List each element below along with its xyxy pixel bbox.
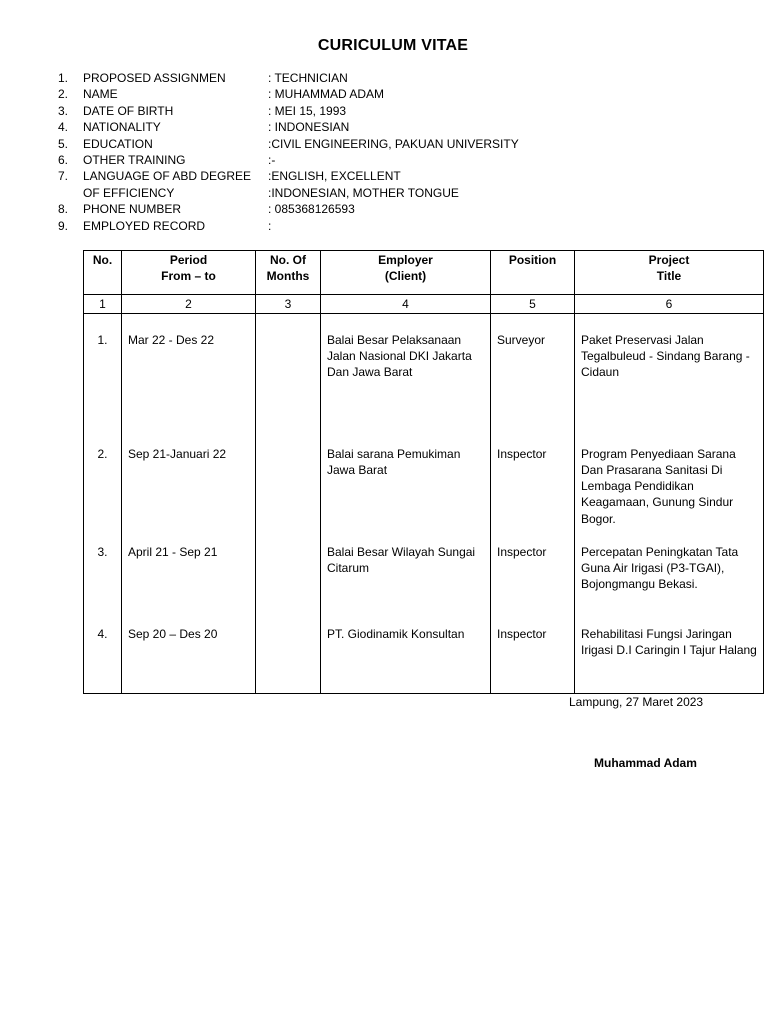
row-project: Program Penyediaan Sarana Dan Prasarana Sanitasi Di Lembaga Pendidikan Keagamaan, Gunung Sindur Bogor.	[575, 446, 764, 544]
signatory-name: Muhammad Adam	[594, 756, 697, 770]
row-no: 3.	[84, 544, 122, 626]
index-cell: 3	[256, 295, 321, 314]
header-line: (Client)	[384, 269, 427, 283]
info-label: DATE OF BIRTH	[83, 103, 174, 118]
header-position	[491, 251, 575, 295]
info-row-name	[58, 86, 738, 102]
row-project: Percepatan Peningkatan Tata Guna Air Irigasi (P3-TGAI), Bojongmangu Bekasi.	[575, 544, 764, 626]
row-employer: PT. Giodinamik Konsultan	[321, 626, 491, 694]
header-line: No.	[92, 253, 113, 267]
header-period	[122, 251, 256, 295]
header-line: Position	[508, 253, 557, 267]
info-number: 2.	[58, 87, 69, 102]
info-label: EMPLOYED RECORD	[83, 218, 206, 233]
header-line: Title	[656, 269, 682, 283]
header-line: From – to	[161, 269, 216, 283]
header-line: No. Of	[270, 253, 306, 267]
row-no: 2.	[84, 446, 122, 544]
row-employer: Balai Besar Pelaksanaan Jalan Nasional DKI Jakarta Dan Jawa Barat	[321, 332, 491, 446]
info-row-other-training	[58, 152, 738, 168]
info-number: 4.	[58, 120, 69, 135]
info-row-employed-record	[58, 218, 738, 234]
row-no: 4.	[84, 626, 122, 694]
info-value: :INDONESIAN, MOTHER TONGUE	[268, 185, 459, 200]
info-row-education	[58, 136, 738, 152]
place-date: Lampung, 27 Maret 2023	[569, 695, 704, 709]
row-position: Surveyor	[491, 332, 575, 446]
info-value: : 085368126593	[268, 202, 355, 217]
header-line: Employer	[378, 253, 433, 267]
row-months	[256, 626, 321, 694]
index-cell: 6	[575, 295, 764, 314]
row-period: April 21 - Sep 21	[122, 544, 256, 626]
info-number: 1.	[58, 71, 69, 85]
info-row-language-efficiency	[58, 185, 738, 201]
info-number: 8.	[58, 202, 69, 217]
table-header-row	[84, 251, 764, 295]
table-row	[84, 626, 764, 694]
info-value: :-	[268, 152, 276, 167]
row-position: Inspector	[491, 544, 575, 626]
header-no	[84, 251, 122, 295]
info-value: : MEI 15, 1993	[268, 103, 347, 118]
info-row-phone	[58, 201, 738, 217]
row-months	[256, 446, 321, 544]
info-number: 5.	[58, 136, 69, 151]
personal-info-list	[58, 70, 738, 234]
info-value: : TECHNICIAN	[268, 71, 348, 85]
row-employer: Balai Besar Wilayah Sungai Citarum	[321, 544, 491, 626]
table-row	[84, 544, 764, 626]
info-row-nationality	[58, 119, 738, 135]
row-period: Sep 20 – Des 20	[122, 626, 256, 694]
header-months	[256, 251, 321, 295]
index-cell: 5	[491, 295, 575, 314]
info-row-language	[58, 168, 738, 184]
row-no: 1.	[84, 332, 122, 446]
info-number: 7.	[58, 169, 69, 184]
index-cell: 4	[321, 295, 491, 314]
info-value: :ENGLISH, EXCELLENT	[268, 169, 401, 184]
info-value: : MUHAMMAD ADAM	[268, 87, 385, 102]
table-row	[84, 332, 764, 446]
info-number: 6.	[58, 152, 69, 167]
info-row-assignment	[58, 70, 738, 86]
info-label: NAME	[83, 87, 118, 102]
info-label: OTHER TRAINING	[83, 152, 186, 167]
row-months	[256, 332, 321, 446]
index-cell: 2	[122, 295, 256, 314]
info-number: 9.	[58, 218, 69, 233]
info-value: :	[268, 218, 272, 233]
row-position: Inspector	[491, 446, 575, 544]
row-period: Mar 22 - Des 22	[122, 332, 256, 446]
info-label: EDUCATION	[83, 136, 153, 151]
info-value: :CIVIL ENGINEERING, PAKUAN UNIVERSITY	[268, 136, 519, 151]
info-row-date-of-birth	[58, 103, 738, 119]
document-title: CURICULUM VITAE	[317, 37, 469, 54]
row-period: Sep 21-Januari 22	[122, 446, 256, 544]
header-line: Project	[648, 253, 690, 267]
row-position: Inspector	[491, 626, 575, 694]
info-label: PROPOSED ASSIGNMEN	[83, 71, 226, 85]
index-cell: 1	[84, 295, 122, 314]
table-spacer-row	[84, 314, 764, 332]
header-project	[575, 251, 764, 295]
employment-record-table	[83, 250, 764, 694]
header-line: Months	[266, 269, 310, 283]
info-value: : INDONESIAN	[268, 120, 350, 135]
info-label: PHONE NUMBER	[83, 202, 182, 217]
table-index-row	[84, 295, 764, 314]
row-employer: Balai sarana Pemukiman Jawa Barat	[321, 446, 491, 544]
info-label: OF EFFICIENCY	[83, 185, 175, 200]
row-months	[256, 544, 321, 626]
header-line: Period	[169, 253, 208, 267]
row-project: Rehabilitasi Fungsi Jaringan Irigasi D.I Caringin I Tajur Halang	[575, 626, 764, 694]
header-employer	[321, 251, 491, 295]
info-label: NATIONALITY	[83, 120, 161, 135]
info-number: 3.	[58, 103, 69, 118]
info-label: LANGUAGE OF ABD DEGREE	[83, 169, 252, 184]
row-project: Paket Preservasi Jalan Tegalbuleud - Sindang Barang - Cidaun	[575, 332, 764, 446]
table-row	[84, 446, 764, 544]
